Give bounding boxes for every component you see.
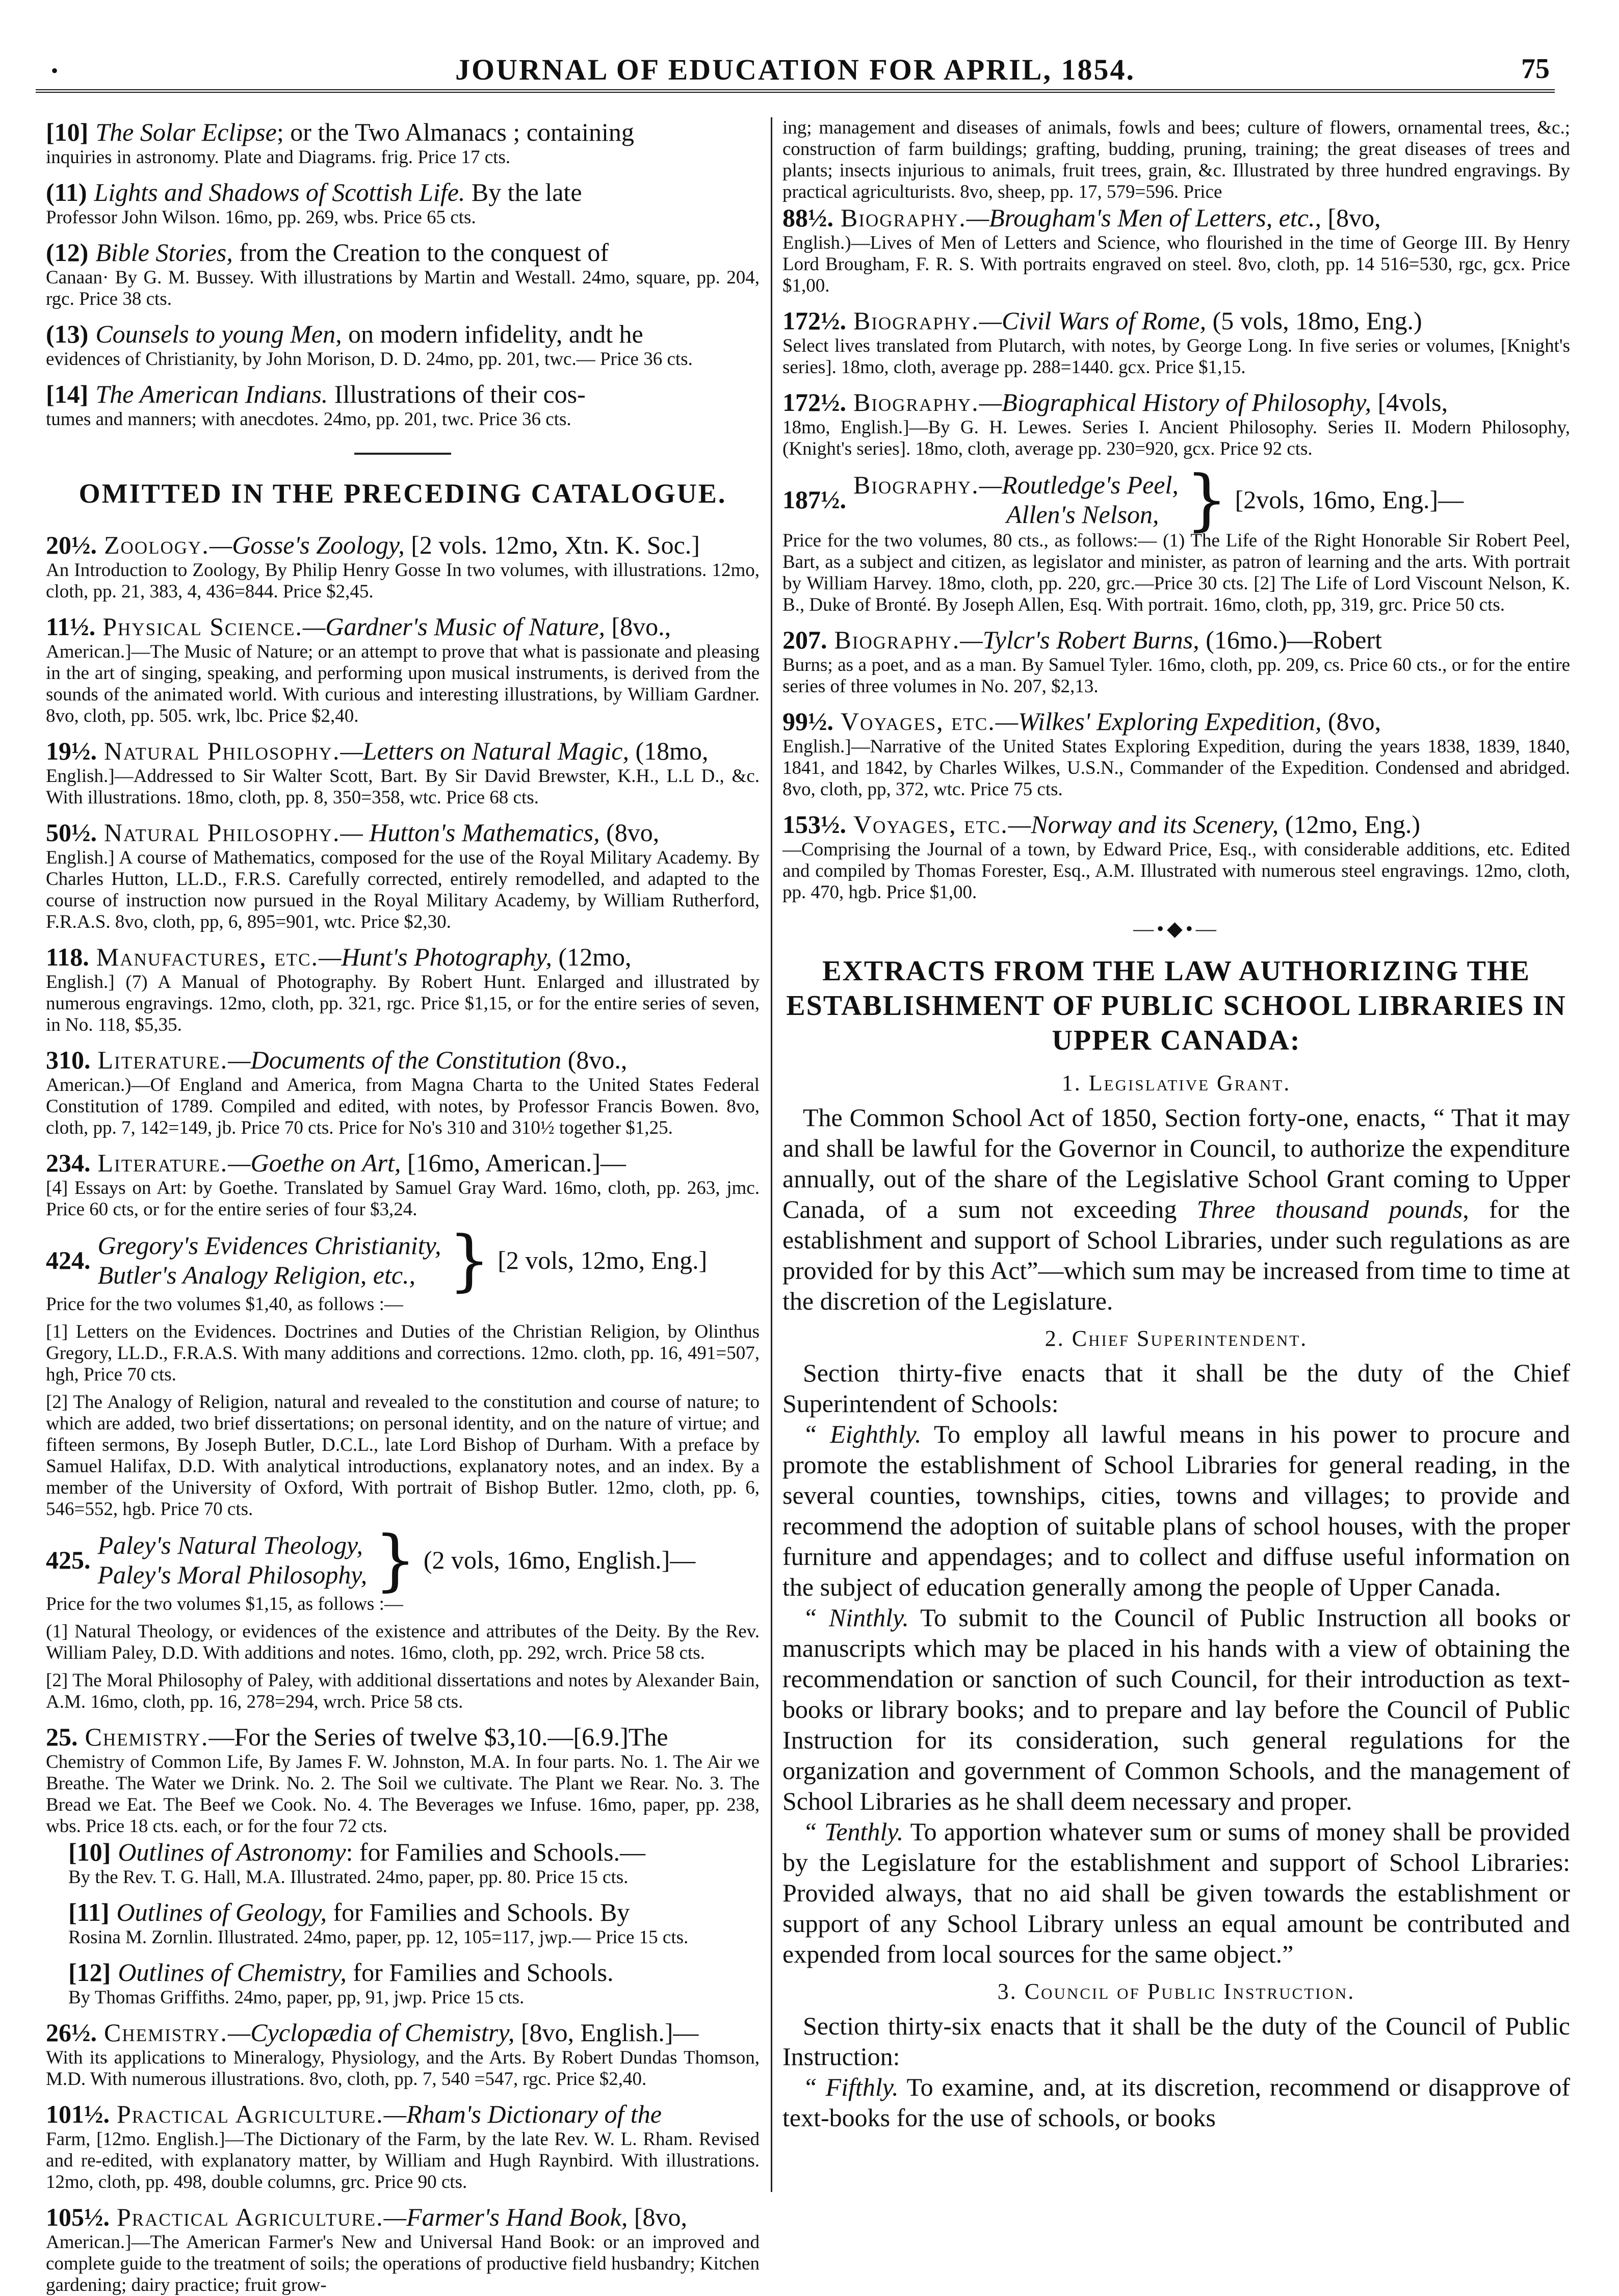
entry-note: American.]—The American Farmer's New and Universal Hand Book: or an improved and complete guide to the treatment of soils; the operations of productive field husbandry; Kitchen gardening; dairy practice; fruit grow-	[46, 2232, 760, 2295]
entry-title: —Documents of the Constitution	[228, 1046, 562, 1074]
entry-note: tumes and manners; with anecdotes. 24mo, pp. 201, twc. Price 36 cts.	[46, 409, 571, 430]
catalogue-entry-25	[46, 1722, 760, 2008]
entry-number: 172½.	[782, 388, 846, 416]
entry-subnote: [1] Letters on the Evidences. Doctrines and Duties of the Christian Religion, by Olinthus Gregory, LL.D., F.R.A.S. With many additions and corrections. 12mo. cloth, pp. 16, 491=507, hgh, Price 70 cts.	[46, 1321, 760, 1385]
law-emphasis: Three thousand pounds	[1196, 1195, 1463, 1223]
entry-note: Price for the two volumes, 80 cts., as follows:— (1) The Life of the Right Honorable Sir Robert Peel, Bart, as a subject and citizen, as legislator and minister, as patron of learning and the arts. With portrait by William Harvey. 18mo, cloth, pp. 220, grc.—Price 30 cts. [2] The Life of Lord Viscount Nelson, K. B., Duke of Bronté. By Joseph Allen, Esq. With portrait. 16mo, cloth, pp, 319, grc. Price 50 cts.	[782, 530, 1570, 615]
entry-title: Counsels to young Men,	[95, 320, 342, 348]
entry-text: (8vo,	[1321, 707, 1381, 736]
entry-title: —Biographical History of Philosophy,	[979, 388, 1372, 416]
entry-note: English.]—Narrative of the United States Exploring Expedition, during the years 1838, 1839, 1840, 1841, and 1842, by Charles Wilkes, U.S.N., Commander of the Expedition. Condensed and abridged. 8vo, cloth, pp, 372, wtc. Price 75 cts.	[782, 736, 1570, 800]
entry-text: (8vo,	[599, 818, 660, 847]
entry-title: —Rham's Dictionary of the	[383, 2100, 662, 2128]
entry-note: American.)—Of England and America, from Magna Charta to the United States Federal Constitution of 1789. Compiled and edited, with notes, by Professor Francis Bowen. 8vo, cloth, pp. 7, 142=149, jb. Price 70 cts. Price for No's 310 and 310½ together $1,25.	[46, 1075, 760, 1138]
entry-note: —Comprising the Journal of a town, by Edward Price, Esq., with considerable additions, etc. Edited and compiled by Thomas Forester, Esq., A.M. Illustrated with numerous steel engravings. 12mo, cloth, pp. 470, hgb. Price $1,00.	[782, 839, 1570, 903]
list-item	[46, 319, 760, 370]
entry-note: 18mo, English.]—By G. H. Lewes. Series I. Ancient Philosophy. Series II. Modern Philosophy, (Knight's series]. 18mo, cloth, average pp. 230=920, gcx. Price 92 cts.	[782, 417, 1570, 459]
catalogue-entry	[782, 387, 1570, 460]
entry-text: Illustrations of their cos-	[328, 380, 586, 408]
entry-number: 50½.	[46, 818, 97, 847]
left-top-entries	[46, 117, 760, 430]
entry-format: [2 vols, 12mo, Eng.]	[498, 1246, 708, 1274]
entry-text: —For the Series of twelve $3,10.—[6.9.]The	[208, 1723, 668, 1751]
entry-category: Voyages, etc.	[853, 810, 1008, 839]
section-heading-legislative-grant: 1. Legislative Grant.	[1061, 1071, 1291, 1095]
law-heading: EXTRACTS FROM THE LAW AUTHORIZING THE ESTABLISHMENT OF PUBLIC SCHOOL LIBRARIES IN UPPER CANADA:	[786, 955, 1566, 1056]
entry-text: (12mo, Eng.)	[1278, 810, 1421, 839]
law-text: To employ all lawful means in his power to procure and promote the establishment of School Libraries for general reading, in the several counties, townships, cities, towns and villages; to provide and recommend the adoption of suitable plans of school houses, with the proper furniture and appendages; and to collect and diffuse useful information on the subject of education generally among the people of Upper Canada.	[782, 1420, 1570, 1601]
entry-title: —Gardner's Music of Nature,	[302, 612, 606, 641]
entry-note: Farm, [12mo. English.]—The Dictionary of the Farm, by the late Rev. W. L. Rham. Revised and re-edited, with explanatory matter, by William and Hugh Raynbird. With illustrations. 12mo, cloth, pp. 498, double columns, grc. Price 90 cts.	[46, 2129, 760, 2193]
entry-number: 234.	[46, 1149, 91, 1177]
entry-note: An Introduction to Zoology, By Philip Henry Gosse In two volumes, with illustrations. 12mo, cloth, pp. 21, 383, 4, 436=844. Price $2,45.	[46, 560, 760, 602]
entry-number: 172½.	[782, 306, 846, 335]
list-item	[46, 117, 760, 168]
entry-note: [4] Essays on Art: by Goethe. Translated by Samuel Gray Ward. 16mo, cloth, pp. 263, jmc. Price 60 cts, or for the entire series of four $3,24.	[46, 1178, 760, 1220]
entry-category: Biography.	[834, 625, 960, 654]
catalogue-entry	[46, 818, 760, 933]
entry-text: [4vols,	[1371, 388, 1448, 416]
entry-note: By the Rev. T. G. Hall, M.A. Illustrated. 24mo, paper, pp. 80. Price 15 cts.	[68, 1867, 629, 1888]
list-item	[46, 238, 760, 310]
entry-number: (12)	[46, 238, 89, 267]
entry-category: Biography.	[853, 471, 979, 499]
entry-text: for Families and Schools.	[346, 1958, 614, 1987]
page-title: JOURNAL OF EDUCATION FOR APRIL, 1854.	[455, 53, 1135, 86]
entry-subnote: (1] Natural Theology, or evidences of the existence and attributes of the Deity. By the Rev. William Paley, D.D. With additions and notes. 16mo, cloth, pp. 292, wrch. Price 58 cts.	[46, 1621, 760, 1663]
entry-number: 153½.	[782, 810, 846, 839]
catalogue-entry	[782, 625, 1570, 697]
catalogue-tail-list	[46, 2018, 760, 2296]
entry-category: Literature.	[97, 1149, 228, 1177]
entry-category: Biography.	[841, 203, 967, 232]
entry-category: Manufactures, etc.	[96, 943, 319, 971]
entry-category: Zoology.	[104, 531, 210, 559]
entry-title: The Solar Eclipse	[95, 118, 277, 146]
entry-number: 187½.	[782, 485, 846, 514]
entry-number: [14]	[46, 380, 89, 408]
entry-text: [2 vols. 12mo, Xtn. K. Soc.]	[404, 531, 700, 559]
entry-category: Biography.	[853, 306, 979, 335]
entry-note: With its applications to Mineralogy, Physiology, and the Arts. By Robert Dundas Thomson, M.D. With numerous illustrations. 8vo, cloth, pp. 7, 540 =547, rgc. Price $2,40.	[46, 2047, 760, 2090]
entry-category: Practical Agriculture.	[117, 2203, 384, 2231]
entry-title: —Wilkes' Exploring Expedition,	[995, 707, 1322, 736]
entry-category: Practical Agriculture.	[117, 2100, 384, 2128]
entry-title-line: Allen's Nelson,	[1006, 500, 1159, 529]
entry-subnote: [2] The Analogy of Religion, natural and revealed to the constitution and course of nature; to which are added, two brief dissertations; on personal identity, and on the nature of virtue; and fifteen sermons, By Joseph Butler, D.C.L., late Lord Bishop of Durham. With a preface by Samuel Halifax, D.D. With analytical introductions, explanatory notes, and an index. By a member of the University of Oxford, With portrait of Bishop Butler. 12mo, cloth, pp. 6, 546=552, hgb. Price 70 cts.	[46, 1392, 760, 1520]
entry-title: The American Indians.	[95, 380, 328, 408]
entry-text: on modern infidelity, andt he	[342, 320, 643, 348]
entry-title-line: Gregory's Evidences Christianity,	[97, 1231, 441, 1260]
entry-text: (8vo.,	[561, 1046, 628, 1074]
law-paragraph	[782, 1419, 1570, 1602]
law-paragraph	[782, 1816, 1570, 1969]
entry-number: 88½.	[782, 203, 833, 232]
law-paragraph	[782, 1602, 1570, 1816]
catalogue-entry	[46, 736, 760, 808]
entry-title: Bible Stories,	[95, 238, 233, 267]
entry-category: Biography.	[853, 388, 979, 416]
law-paragraph: Section thirty-five enacts that it shall be the duty of the Chief Superintendent of Schools:	[782, 1359, 1570, 1418]
entry-category: Natural Philosophy.	[104, 737, 341, 765]
brace-glyph: }	[374, 1521, 416, 1599]
law-lead: “ Ninthly.	[803, 1603, 909, 1632]
law-lead: “ Fifthly.	[803, 2073, 899, 2101]
entry-text: (5 vols, 18mo, Eng.)	[1206, 306, 1422, 335]
entry-note: Select lives translated from Plutarch, with notes, by George Long. In five series or volumes, [Knight's series]. 18mo, cloth, average pp. 288=1440. gcx. Price $1,15.	[782, 335, 1570, 378]
entry-title: —Farmer's Hand Book,	[383, 2203, 628, 2231]
law-text: To apportion whatever sum or sums of money shall be provided by the Legislature for the establishment and support of School Libraries: Provided always, that no aid shall be given towards the establishment or support of any School Library unless an equal amount be contributed and expended from local sources for the same object.”	[782, 1817, 1570, 1968]
entry-number: [12]	[68, 1958, 111, 1987]
entry-text: By the late	[465, 178, 582, 206]
section-heading-council: 3. Council of Public Instruction.	[997, 1979, 1355, 2004]
entry-note: Rosina M. Zornlin. Illustrated. 24mo, paper, pp. 12, 105=117, jwp.— Price 15 cts.	[68, 1927, 689, 1948]
entry-text: [8vo.,	[605, 612, 671, 641]
entry-title-line: —Routledge's Peel,	[979, 471, 1179, 499]
entry-note: American.]—The Music of Nature; or an attempt to prove that what is passionate and pleasing in the art of singing, speaking, and performing upon musical instruments, is derived from the sounds of the animated world. With curious and interesting illustrations, by William Gardner. 8vo, cloth, pp. 505. wrk, lbc. Price $2,40.	[46, 641, 760, 726]
entry-note: English.] (7) A Manual of Photography. By Robert Hunt. Enlarged and illustrated by numerous engravings. 12mo, cloth, pp. 321, rgc. Price $1,15, or for the entire series of seven, in No. 118, $5,35.	[46, 972, 760, 1035]
entry-title: Outlines of Chemistry,	[118, 1958, 347, 1987]
entry-number: (13)	[46, 320, 89, 348]
catalogue-list	[46, 530, 760, 1220]
law-lead: “ Eighthly.	[803, 1420, 922, 1448]
entry-title: Outlines of Geology,	[116, 1898, 327, 1926]
entry-category: Natural Philosophy.	[104, 818, 341, 847]
entry-price-note: Price for the two volumes $1,15, as follows :—	[46, 1594, 403, 1614]
entry-title: —Goethe on Art,	[228, 1149, 401, 1177]
continued-note: ing; management and diseases of animals, fowls and bees; culture of flowers, ornamental trees, &c.; construction of farm buildings; grafting, budding, pruning, training; the great diseases of trees and plants; insects injurious to animals, fruit trees, grain, &c. Illustrated by three hundred engravings. By practical agriculturists. 8vo, sheep, pp. 17, 579=596. Price	[782, 117, 1570, 202]
entry-title-line: Butler's Analogy Religion, etc.,	[97, 1261, 416, 1289]
catalogue-entry	[46, 1148, 760, 1220]
catalogue-entry	[782, 810, 1570, 903]
entry-title: —Hunt's Photography,	[318, 943, 552, 971]
entry-text: ; or the Two Almanacs ; containing	[276, 118, 634, 146]
law-text: The Common School Act of 1850, Section forty-one, enacts, “ That it may and shall be lawful for the Governor in Council, to authorize the expenditure annually, out of the share of the Legislative School Grant coming to Upper Canada, of a sum not exceeding	[782, 1103, 1570, 1223]
section-divider	[354, 453, 451, 455]
catalogue-entry	[46, 2099, 760, 2193]
entry-title: — Hutton's Mathematics,	[340, 818, 600, 847]
law-paragraph	[782, 1102, 1570, 1316]
catalogue-entry	[46, 2202, 760, 2296]
entry-number: [11]	[68, 1898, 110, 1926]
page-number: 75	[1521, 53, 1550, 85]
entry-text: from the Creation to the conquest of	[232, 238, 609, 267]
entry-category: Literature.	[97, 1046, 228, 1074]
entry-category: Chemistry.	[104, 2018, 228, 2047]
left-column	[46, 117, 760, 2295]
entry-title: —Cyclopædia of Chemistry,	[227, 2018, 515, 2047]
entry-number: 424.	[46, 1246, 91, 1274]
right-column	[782, 117, 1570, 2197]
right-catalogue-list-2	[782, 625, 1570, 903]
entry-category: Physical Science.	[102, 612, 303, 641]
entry-text: (12mo,	[552, 943, 632, 971]
entry-number: 25.	[46, 1723, 78, 1751]
entry-note: inquiries in astronomy. Plate and Diagrams. frig. Price 17 cts.	[46, 147, 511, 168]
entry-text: [8vo,	[628, 2203, 687, 2231]
catalogue-entry	[46, 2018, 760, 2090]
law-text: To examine, and, at its discretion, recommend or disapprove of text-books for the use of schools, or books	[782, 2073, 1571, 2132]
entry-category: Voyages, etc.	[841, 707, 996, 736]
entry-title: —Norway and its Scenery,	[1008, 810, 1279, 839]
entry-note: Professor John Wilson. 16mo, pp. 269, wbs. Price 65 cts.	[46, 207, 476, 228]
sub-entry	[46, 1897, 760, 1948]
catalogue-entry	[46, 530, 760, 603]
entry-title: —Tylcr's Robert Burns,	[960, 625, 1199, 654]
law-lead: “ Tenthly.	[803, 1817, 904, 1846]
entry-note: Burns; as a poet, and as a man. By Samuel Tyler. 16mo, cloth, pp. 209, cs. Price 60 cts., or for the entire series of three volumes in No. 207, $2,13.	[782, 655, 1570, 697]
catalogue-entry-187	[782, 461, 1570, 616]
entry-title: Outlines of Astronomy	[118, 1838, 346, 1866]
entry-note: English.] A course of Mathematics, composed for the use of the Royal Military Academy. By Charles Hutton, LL.D., F.R.S. Carefully corrected, entirely remodelled, and adapted to the course of instruction now pursued in the Royal Military Academy, by William Rutherford, F.R.A.S. 8vo, cloth, pp, 6, 895=901, wtc. Price $2,30.	[46, 847, 760, 932]
entry-25-subentries	[46, 1837, 760, 2008]
entry-category: Chemistry.	[85, 1723, 209, 1751]
sub-entry	[46, 1958, 760, 2008]
law-paragraph: Section thirty-six enacts that it shall be the duty of the Council of Public Instruction:	[782, 2012, 1570, 2071]
catalogue-entry	[46, 942, 760, 1036]
list-item	[46, 379, 760, 430]
entry-subnote: [2] The Moral Philosophy of Paley, with additional dissertations and notes by Alexander Bain, A.M. 16mo, cloth, pp. 16, 278=294, wrch. Price 58 cts.	[46, 1670, 760, 1712]
entry-title-line: Paley's Moral Philosophy,	[97, 1560, 368, 1589]
entry-note: evidences of Christianity, by John Morison, D. D. 24mo, pp. 201, twc.— Price 36 cts.	[46, 349, 693, 370]
entry-text: [16mo, American.]—	[401, 1149, 626, 1177]
entry-title-line: Paley's Natural Theology,	[97, 1531, 363, 1559]
running-header	[36, 48, 1555, 93]
law-text: , for the establishment and support of School Libraries, under such regulations as are provided for by this Act”—which sum may be increased from time to time at the discretion of the Legislature.	[782, 1195, 1571, 1315]
entry-note: English.]—Addressed to Sir Walter Scott, Bart. By Sir David Brewster, K.H., L.L D., &c. With illustrations. 18mo, cloth, pp. 8, 350=358, wtc. Price 68 cts.	[46, 766, 760, 808]
omitted-heading: OMITTED IN THE PRECEDING CATALOGUE.	[79, 478, 727, 509]
brace-glyph: }	[448, 1221, 491, 1299]
entry-number: 19½.	[46, 737, 97, 765]
entry-price-note: Price for the two volumes $1,40, as follows :—	[46, 1294, 403, 1315]
entry-title: —Gosse's Zoology,	[209, 531, 405, 559]
entry-number: 425.	[46, 1546, 91, 1574]
entry-text: : for Families and Schools.—	[346, 1838, 645, 1866]
catalogue-entry-425	[46, 1521, 760, 1713]
entry-number: [10]	[46, 118, 89, 146]
section-heading-chief-superintendent: 2. Chief Superintendent.	[1044, 1326, 1308, 1351]
catalogue-entry	[782, 203, 1570, 297]
law-paragraph	[782, 2072, 1570, 2133]
entry-number: 207.	[782, 625, 827, 654]
entry-format: (2 vols, 16mo, English.]—	[423, 1546, 696, 1574]
header-bullet: •	[51, 59, 59, 82]
entry-number: 101½.	[46, 2100, 110, 2128]
catalogue-entry	[782, 306, 1570, 378]
column-divider	[771, 117, 772, 2192]
entry-title: —Brougham's Men of Letters, etc.,	[966, 203, 1321, 232]
brace-glyph: }	[1185, 461, 1228, 538]
entry-number: 118.	[46, 943, 89, 971]
list-item	[46, 177, 760, 228]
entry-number: 11½.	[46, 612, 96, 641]
sub-entry	[46, 1837, 760, 1888]
entry-title: —Civil Wars of Rome,	[979, 306, 1207, 335]
entry-text: for Families and Schools. By	[327, 1898, 630, 1926]
entry-text: (18mo,	[629, 737, 709, 765]
entry-text: (16mo.)—Robert	[1199, 625, 1382, 654]
entry-number: 310.	[46, 1046, 91, 1074]
entry-note: English.)—Lives of Men of Letters and Science, who flourished in the time of George III. By Henry Lord Brougham, F. R. S. With portraits engraved on steel. 8vo, cloth, pp. 14 516=530, rgc, gcx. Price $1,00.	[782, 232, 1570, 296]
entry-text: [8vo, English.]—	[514, 2018, 699, 2047]
entry-note: Chemistry of Common Life, By James F. W. Johnston, M.A. In four parts. No. 1. The Air we Breathe. The Water we Drink. No. 2. The Soil we cultivate. The Plant we Rear. No. 3. The Bread we Eat. The Beef we Cook. No. 4. The Beverages we Infuse. 16mo, paper, pp. 238, wbs. Price 18 cts. each, or for the four 72 cts.	[46, 1752, 760, 1837]
entry-format: [2vols, 16mo, Eng.]—	[1235, 485, 1464, 514]
catalogue-entry	[782, 707, 1570, 800]
entry-number: [10]	[68, 1838, 111, 1866]
entry-number: 26½.	[46, 2018, 97, 2047]
entry-text: [8vo,	[1321, 203, 1381, 232]
ornament-divider: —•◆•—	[1133, 917, 1219, 940]
catalogue-entry	[46, 612, 760, 727]
entry-title: —Letters on Natural Magic,	[340, 737, 629, 765]
entry-number: (11)	[46, 178, 87, 206]
entry-number: 105½.	[46, 2203, 110, 2231]
entry-number: 99½.	[782, 707, 833, 736]
entry-number: 20½.	[46, 531, 97, 559]
entry-title: Lights and Shadows of Scottish Life.	[94, 178, 465, 206]
entry-note: Canaan· By G. M. Bussey. With illustrations by Martin and Westall. 24mo, square, pp. 204, rgc. Price 38 cts.	[46, 267, 760, 309]
catalogue-entry	[46, 1045, 760, 1139]
catalogue-entry-424	[46, 1221, 760, 1520]
right-catalogue-list	[782, 203, 1570, 460]
entry-note: By Thomas Griffiths. 24mo, paper, pp, 91, jwp. Price 15 cts.	[68, 1987, 525, 2008]
law-text: To submit to the Council of Public Instruction all books or manuscripts which may be placed in his hands with a view of obtaining the recommendation or sanction of such Council, for their introduction as text-books or library books; and to prepare and lay before the Council of Public Instruction for its consideration, such general regulations for the organization and government of Common Schools, and the management of School Libraries as he shall deem necessary and proper.	[782, 1603, 1570, 1815]
